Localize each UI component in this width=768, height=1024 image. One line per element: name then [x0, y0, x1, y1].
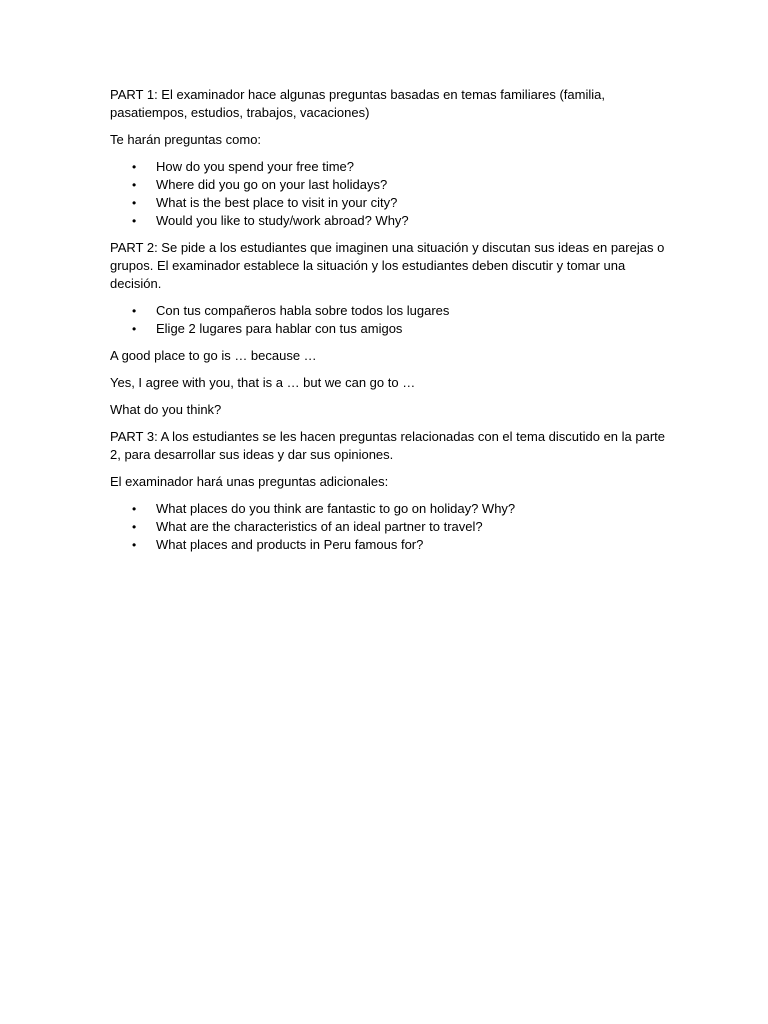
list-item: [110, 518, 670, 536]
bullet-icon: •: [132, 520, 137, 534]
list-item: [110, 176, 670, 194]
bullet-icon: •: [132, 304, 137, 318]
bullet-icon: •: [132, 214, 137, 228]
part3-lead: El examinador hará unas preguntas adicionales:: [110, 474, 389, 489]
part2-phrase-3: What do you think?: [110, 402, 222, 417]
list-item: [110, 500, 670, 518]
list-item: [110, 158, 670, 176]
list-item: [110, 536, 670, 554]
bullet-icon: •: [132, 196, 137, 210]
list-item-text: Con tus compañeros habla sobre todos los lugares: [156, 303, 450, 318]
part1-question-list: [110, 158, 670, 230]
list-item-text: Would you like to study/work abroad? Why?: [156, 213, 409, 228]
document-body: [110, 86, 670, 563]
list-item-text: Where did you go on your last holidays?: [156, 177, 388, 192]
part2-phrase-1: A good place to go is … because …: [110, 348, 317, 363]
list-item-text: What places and products in Peru famous for?: [156, 537, 424, 552]
bullet-icon: •: [132, 538, 137, 552]
list-item-text: How do you spend your free time?: [156, 159, 354, 174]
list-item: [110, 212, 670, 230]
list-item: [110, 320, 670, 338]
list-item: [110, 302, 670, 320]
bullet-icon: •: [132, 502, 137, 516]
part3-intro: PART 3: A los estudiantes se les hacen preguntas relacionadas con el tema discutido en la parte 2, para desarrollar sus ideas y dar sus opiniones.: [110, 429, 666, 462]
part2-instruction-list: [110, 302, 670, 338]
part1-lead: Te harán preguntas como:: [110, 132, 262, 147]
bullet-icon: •: [132, 178, 137, 192]
list-item-text: What places do you think are fantastic to go on holiday? Why?: [156, 501, 516, 516]
list-item-text: What is the best place to visit in your city?: [156, 195, 398, 210]
part2-phrase-2: Yes, I agree with you, that is a … but we can go to …: [110, 375, 416, 390]
part3-question-list: [110, 500, 670, 554]
list-item-text: What are the characteristics of an ideal partner to travel?: [156, 519, 483, 534]
part2-intro: PART 2: Se pide a los estudiantes que imaginen una situación y discutan sus ideas en parejas o grupos. El examinador establece la situación y los estudiantes deben discutir y tomar una decisión.: [110, 240, 665, 291]
part1-intro: PART 1: El examinador hace algunas preguntas basadas en temas familiares (familia, pasatiempos, estudios, trabajos, vacaciones): [110, 87, 605, 120]
bullet-icon: •: [132, 160, 137, 174]
list-item-text: Elige 2 lugares para hablar con tus amigos: [156, 321, 403, 336]
list-item: [110, 194, 670, 212]
bullet-icon: •: [132, 322, 137, 336]
